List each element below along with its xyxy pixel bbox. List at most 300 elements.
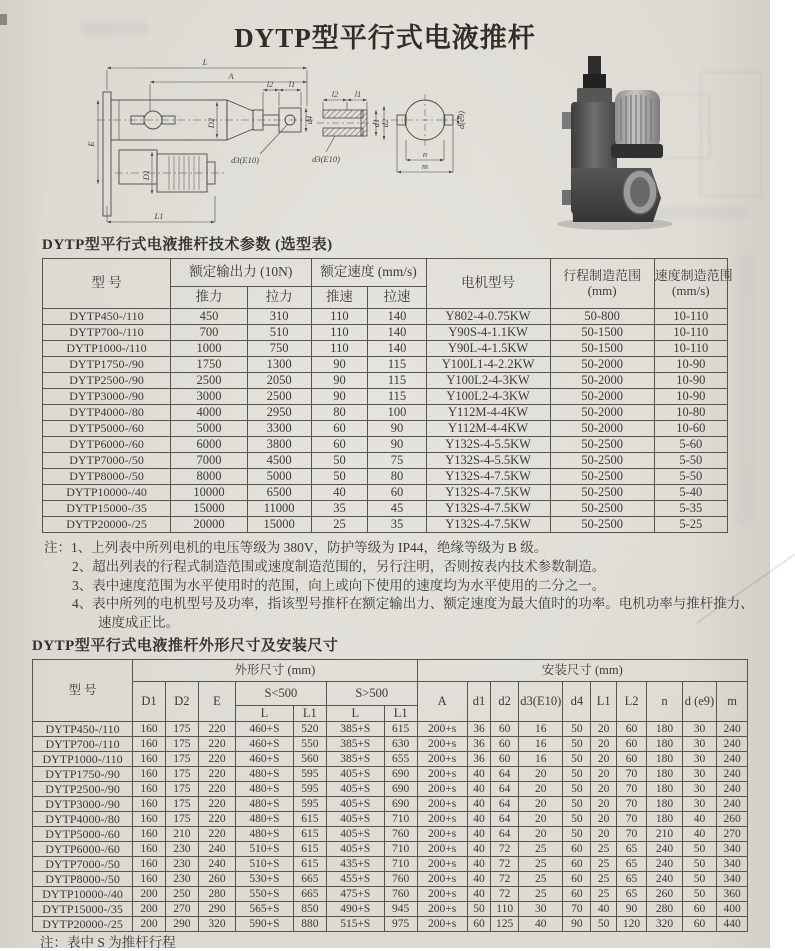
dim-label-l2: l2 [266, 79, 274, 89]
value-cell: 4500 [247, 453, 311, 469]
value-cell: 520 [293, 722, 326, 737]
value-cell: 50-2500 [550, 517, 654, 533]
value-cell: 615 [293, 857, 326, 872]
model-cell: DYTP6000-/60 [33, 842, 133, 857]
value-cell: 240 [717, 797, 748, 812]
value-cell: Y100L2-4-3KW [426, 373, 550, 389]
value-cell: 385+S [326, 722, 384, 737]
value-cell: 40 [467, 887, 491, 902]
value-cell: 50 [682, 842, 716, 857]
dimension-lines [98, 68, 307, 222]
dim-label-d2: d2 [380, 118, 390, 128]
value-cell: 20 [591, 737, 617, 752]
value-cell: 2500 [247, 389, 311, 405]
value-cell: 10-90 [654, 373, 727, 389]
table-row [33, 857, 748, 872]
value-cell: 70 [617, 827, 647, 842]
dimensions-table [32, 659, 748, 932]
th-stroke-lt-500: S<500 [236, 682, 327, 706]
value-cell: Y132S-4-7.5KW [426, 501, 550, 517]
value-cell: 36 [467, 737, 491, 752]
value-cell: 50-2500 [550, 485, 654, 501]
value-cell: 25 [519, 857, 563, 872]
model-cell: DYTP5000-/60 [33, 827, 133, 842]
value-cell: 7000 [171, 453, 248, 469]
value-cell: 175 [165, 737, 198, 752]
value-cell: 360 [717, 887, 748, 902]
value-cell: 50-2000 [550, 421, 654, 437]
value-cell: 590+S [236, 917, 294, 932]
value-cell: 15000 [247, 517, 311, 533]
value-cell: 64 [491, 767, 519, 782]
dim-label-D2: D2 [206, 117, 216, 129]
value-cell: Y100L2-4-3KW [426, 389, 550, 405]
stroke-note: 注：表中 S 为推杆行程 [40, 935, 176, 950]
dim-label-m: m [421, 161, 429, 171]
table-row [33, 767, 748, 782]
value-cell: 220 [198, 812, 235, 827]
section2-heading: DYTP型平行式电液推杆外形尺寸及安装尺寸 [32, 638, 339, 654]
value-cell: 690 [384, 797, 417, 812]
main-view-drawing [97, 92, 315, 216]
th-D2: D2 [165, 682, 198, 722]
value-cell: 16 [519, 722, 563, 737]
th-L-gt: L [326, 706, 384, 722]
value-cell: 40 [311, 485, 368, 501]
value-cell: 160 [133, 782, 166, 797]
value-cell: 25 [591, 842, 617, 857]
value-cell: 200+s [417, 887, 467, 902]
value-cell: 50 [563, 827, 591, 842]
model-cell: DYTP10000-/40 [43, 485, 171, 501]
dim-label-l2: l2 [331, 89, 339, 99]
th-L1-gt: L1 [384, 706, 417, 722]
bleed-through-smudge [736, 255, 756, 525]
value-cell: 20 [591, 722, 617, 737]
value-cell: 160 [133, 752, 166, 767]
model-cell: DYTP4000-/80 [33, 812, 133, 827]
value-cell: 65 [617, 857, 647, 872]
value-cell: 40 [467, 872, 491, 887]
value-cell: 230 [165, 842, 198, 857]
model-cell: DYTP20000-/25 [33, 917, 133, 932]
value-cell: 50-1500 [550, 341, 654, 357]
value-cell: 160 [133, 797, 166, 812]
value-cell: 260 [647, 887, 683, 902]
value-cell: 115 [368, 373, 426, 389]
th-E: E [198, 682, 235, 722]
page-title: DYTP型平行式电液推杆 [234, 23, 536, 53]
table-row [43, 421, 728, 437]
value-cell: 240 [647, 842, 683, 857]
value-cell: Y132S-4-5.5KW [426, 453, 550, 469]
value-cell: 50-2000 [550, 389, 654, 405]
value-cell: 60 [563, 872, 591, 887]
model-cell: DYTP3000-/90 [43, 389, 171, 405]
value-cell: 110 [491, 902, 519, 917]
value-cell: 10-80 [654, 405, 727, 421]
dim-label-de9: d(e9) [456, 111, 466, 129]
value-cell: 615 [293, 842, 326, 857]
model-cell: DYTP4000-/80 [43, 405, 171, 421]
table-row [43, 405, 728, 421]
value-cell: 60 [491, 752, 519, 767]
value-cell: 200+s [417, 902, 467, 917]
value-cell: 60 [311, 437, 368, 453]
th-L-lt: L [236, 706, 294, 722]
value-cell: 760 [384, 827, 417, 842]
value-cell: 710 [384, 842, 417, 857]
value-cell: 60 [563, 887, 591, 902]
value-cell: 5-50 [654, 469, 727, 485]
value-cell: 290 [198, 902, 235, 917]
value-cell: 36 [467, 752, 491, 767]
value-cell: 340 [717, 842, 748, 857]
value-cell: 565+S [236, 902, 294, 917]
value-cell: 240 [647, 857, 683, 872]
value-cell: 5-25 [654, 517, 727, 533]
value-cell: 700 [171, 325, 248, 341]
value-cell: 40 [467, 827, 491, 842]
value-cell: 175 [165, 722, 198, 737]
value-cell: 40 [467, 842, 491, 857]
th-rated-output: 额定输出力 (10N) [171, 259, 311, 287]
value-cell: 250 [165, 887, 198, 902]
table-row [43, 389, 728, 405]
value-cell: 160 [133, 767, 166, 782]
model-cell: DYTP15000-/35 [33, 902, 133, 917]
dim-label-E: E [86, 141, 96, 147]
value-cell: 340 [717, 872, 748, 887]
value-cell: 70 [617, 797, 647, 812]
value-cell: 200 [133, 917, 166, 932]
value-cell: 220 [198, 767, 235, 782]
value-cell: 60 [617, 722, 647, 737]
table-row [33, 797, 748, 812]
table-row [33, 827, 748, 842]
value-cell: 530+S [236, 872, 294, 887]
value-cell: 200+s [417, 812, 467, 827]
section1-heading: DYTP型平行式电液推杆技术参数 (选型表) [42, 237, 333, 253]
value-cell: 270 [165, 902, 198, 917]
value-cell: 220 [198, 797, 235, 812]
model-cell: DYTP8000-/50 [43, 469, 171, 485]
value-cell: 65 [617, 887, 647, 902]
value-cell: 180 [647, 752, 683, 767]
value-cell: 125 [491, 917, 519, 932]
value-cell: 60 [682, 917, 716, 932]
dim-label-d3: d3(E10) [231, 155, 259, 165]
th-d3: d3(E10) [519, 682, 563, 722]
value-cell: 480+S [236, 812, 294, 827]
value-cell: 30 [682, 797, 716, 812]
value-cell: 5000 [247, 469, 311, 485]
value-cell: 35 [368, 517, 426, 533]
table-row [43, 341, 728, 357]
value-cell: 175 [165, 782, 198, 797]
value-cell: 20 [591, 797, 617, 812]
value-cell: 200 [133, 887, 166, 902]
value-cell: 10000 [171, 485, 248, 501]
th-L1-lt: L1 [293, 706, 326, 722]
th-motor-model: 电机型号 [426, 259, 550, 309]
value-cell: 260 [717, 812, 748, 827]
value-cell: 5-35 [654, 501, 727, 517]
value-cell: 20 [591, 752, 617, 767]
value-cell: 180 [647, 767, 683, 782]
value-cell: 11000 [247, 501, 311, 517]
th-d2: d2 [491, 682, 519, 722]
dim-label-l1: l1 [354, 89, 362, 99]
table-row [33, 722, 748, 737]
value-cell: 25 [311, 517, 368, 533]
value-cell: 220 [198, 782, 235, 797]
value-cell: 160 [133, 737, 166, 752]
value-cell: 60 [617, 752, 647, 767]
note-line: 速度成正比。 [98, 615, 179, 631]
value-cell: 550+S [236, 887, 294, 902]
value-cell: 50-1500 [550, 325, 654, 341]
value-cell: 40 [467, 767, 491, 782]
value-cell: 5-40 [654, 485, 727, 501]
table-row [33, 752, 748, 767]
table-row [33, 737, 748, 752]
value-cell: 320 [198, 917, 235, 932]
value-cell: 115 [368, 389, 426, 405]
value-cell: 64 [491, 812, 519, 827]
th-L2: L2 [617, 682, 647, 722]
dimension-drawing [86, 56, 467, 238]
value-cell: 50 [311, 453, 368, 469]
model-cell: DYTP700-/110 [33, 737, 133, 752]
value-cell: 405+S [326, 767, 384, 782]
value-cell: 200+s [417, 767, 467, 782]
value-cell: 480+S [236, 767, 294, 782]
value-cell: 690 [384, 782, 417, 797]
value-cell: 90 [311, 357, 368, 373]
value-cell: 65 [617, 872, 647, 887]
value-cell: 480+S [236, 782, 294, 797]
value-cell: 15000 [171, 501, 248, 517]
value-cell: 385+S [326, 737, 384, 752]
table-row [33, 902, 748, 917]
value-cell: 3800 [247, 437, 311, 453]
value-cell: 10-110 [654, 309, 727, 325]
value-cell: 690 [384, 767, 417, 782]
value-cell: 200 [133, 902, 166, 917]
value-cell: Y132S-4-7.5KW [426, 469, 550, 485]
value-cell: 64 [491, 827, 519, 842]
value-cell: 8000 [171, 469, 248, 485]
value-cell: 435+S [326, 857, 384, 872]
value-cell: 10-90 [654, 357, 727, 373]
table-row [43, 485, 728, 501]
value-cell: 30 [519, 902, 563, 917]
value-cell: 60 [563, 857, 591, 872]
value-cell: 260 [198, 872, 235, 887]
value-cell: 36 [467, 722, 491, 737]
value-cell: 40 [467, 857, 491, 872]
value-cell: 30 [682, 767, 716, 782]
value-cell: 200+s [417, 797, 467, 812]
table-row [33, 812, 748, 827]
value-cell: Y90S-4-1.1KW [426, 325, 550, 341]
th-d1: d1 [467, 682, 491, 722]
value-cell: 560 [293, 752, 326, 767]
value-cell: 450 [171, 309, 248, 325]
value-cell: 945 [384, 902, 417, 917]
value-cell: 405+S [326, 842, 384, 857]
table-row [43, 517, 728, 533]
value-cell: 10-60 [654, 421, 727, 437]
model-cell: DYTP2500-/90 [33, 782, 133, 797]
value-cell: 480+S [236, 797, 294, 812]
value-cell: 30 [682, 782, 716, 797]
value-cell: 475+S [326, 887, 384, 902]
value-cell: 72 [491, 887, 519, 902]
th-model: 型 号 [33, 660, 133, 722]
value-cell: 50-2000 [550, 373, 654, 389]
table-row [43, 469, 728, 485]
value-cell: 595 [293, 782, 326, 797]
value-cell: 480+S [236, 827, 294, 842]
value-cell: 710 [384, 857, 417, 872]
value-cell: 5-50 [654, 453, 727, 469]
th-n: n [647, 682, 683, 722]
th-speed-range: 速度制造范围 (mm/s) [654, 259, 727, 309]
spec-table [42, 258, 733, 533]
value-cell: 160 [133, 722, 166, 737]
table-row [43, 437, 728, 453]
value-cell: 200+s [417, 842, 467, 857]
value-cell: 615 [293, 827, 326, 842]
value-cell: 140 [368, 341, 426, 357]
value-cell: 460+S [236, 752, 294, 767]
value-cell: 405+S [326, 782, 384, 797]
value-cell: 20 [519, 767, 563, 782]
value-cell: 2050 [247, 373, 311, 389]
value-cell: 20 [591, 767, 617, 782]
th-d4: d4 [563, 682, 591, 722]
value-cell: 595 [293, 797, 326, 812]
value-cell: 240 [717, 782, 748, 797]
value-cell: 64 [491, 797, 519, 812]
model-cell: DYTP450-/110 [33, 722, 133, 737]
value-cell: 50 [563, 737, 591, 752]
value-cell: Y132S-4-7.5KW [426, 485, 550, 501]
value-cell: 665 [293, 872, 326, 887]
value-cell: 30 [682, 737, 716, 752]
value-cell: 50-2000 [550, 357, 654, 373]
value-cell: 405+S [326, 812, 384, 827]
model-cell: DYTP1000-/110 [33, 752, 133, 767]
value-cell: 30 [682, 722, 716, 737]
value-cell: 90 [368, 421, 426, 437]
value-cell: 50 [467, 902, 491, 917]
value-cell: 290 [165, 917, 198, 932]
value-cell: 180 [647, 737, 683, 752]
value-cell: 20 [519, 827, 563, 842]
dim-label-d4: d4 [304, 115, 314, 125]
value-cell: 230 [165, 872, 198, 887]
value-cell: 975 [384, 917, 417, 932]
notes-block [44, 539, 754, 633]
value-cell: 5000 [171, 421, 248, 437]
value-cell: 70 [617, 782, 647, 797]
value-cell: 615 [384, 722, 417, 737]
value-cell: 595 [293, 767, 326, 782]
value-cell: 90 [311, 389, 368, 405]
model-cell: DYTP3000-/90 [33, 797, 133, 812]
dim-label-l1: l1 [288, 79, 296, 89]
value-cell: 60 [467, 917, 491, 932]
value-cell: 25 [519, 872, 563, 887]
value-cell: 220 [198, 737, 235, 752]
model-cell: DYTP8000-/50 [33, 872, 133, 887]
dim-label-L: L [202, 57, 208, 67]
value-cell: 200+s [417, 917, 467, 932]
value-cell: 200+s [417, 872, 467, 887]
model-cell: DYTP1750-/90 [33, 767, 133, 782]
value-cell: 710 [384, 812, 417, 827]
table-row [43, 309, 728, 325]
table-row [43, 373, 728, 389]
th-d-e9: d (e9) [682, 682, 716, 722]
value-cell: 460+S [236, 722, 294, 737]
value-cell: 320 [647, 917, 683, 932]
value-cell: 3300 [247, 421, 311, 437]
value-cell: 460+S [236, 737, 294, 752]
value-cell: 64 [491, 782, 519, 797]
value-cell: 50 [563, 722, 591, 737]
value-cell: 50-2500 [550, 453, 654, 469]
model-cell: DYTP15000-/35 [43, 501, 171, 517]
value-cell: 240 [198, 857, 235, 872]
value-cell: Y112M-4-4KW [426, 405, 550, 421]
value-cell: 40 [467, 812, 491, 827]
dim-label-L1: L1 [154, 211, 164, 221]
value-cell: 1750 [171, 357, 248, 373]
value-cell: 655 [384, 752, 417, 767]
value-cell: 850 [293, 902, 326, 917]
value-cell: 750 [247, 341, 311, 357]
value-cell: 280 [647, 902, 683, 917]
value-cell: 4000 [171, 405, 248, 421]
value-cell: 110 [311, 325, 368, 341]
value-cell: 25 [591, 857, 617, 872]
value-cell: 160 [133, 827, 166, 842]
value-cell: 630 [384, 737, 417, 752]
value-cell: 20 [591, 812, 617, 827]
model-cell: DYTP1750-/90 [43, 357, 171, 373]
value-cell: 20 [519, 812, 563, 827]
product-photo [527, 50, 707, 235]
value-cell: 20000 [171, 517, 248, 533]
value-cell: 340 [717, 857, 748, 872]
value-cell: 50 [563, 812, 591, 827]
value-cell: 880 [293, 917, 326, 932]
value-cell: 510+S [236, 857, 294, 872]
value-cell: 455+S [326, 872, 384, 887]
note-line: 注：1、上列表中所列电机的电压等级为 380V，防护等级为 IP44，绝缘等级为 B 级。 [44, 540, 548, 555]
value-cell: 60 [682, 902, 716, 917]
value-cell: 240 [717, 737, 748, 752]
value-cell: 160 [133, 842, 166, 857]
value-cell: 50 [682, 857, 716, 872]
value-cell: 405+S [326, 797, 384, 812]
th-push-force: 推力 [171, 287, 248, 309]
model-cell: DYTP450-/110 [43, 309, 171, 325]
